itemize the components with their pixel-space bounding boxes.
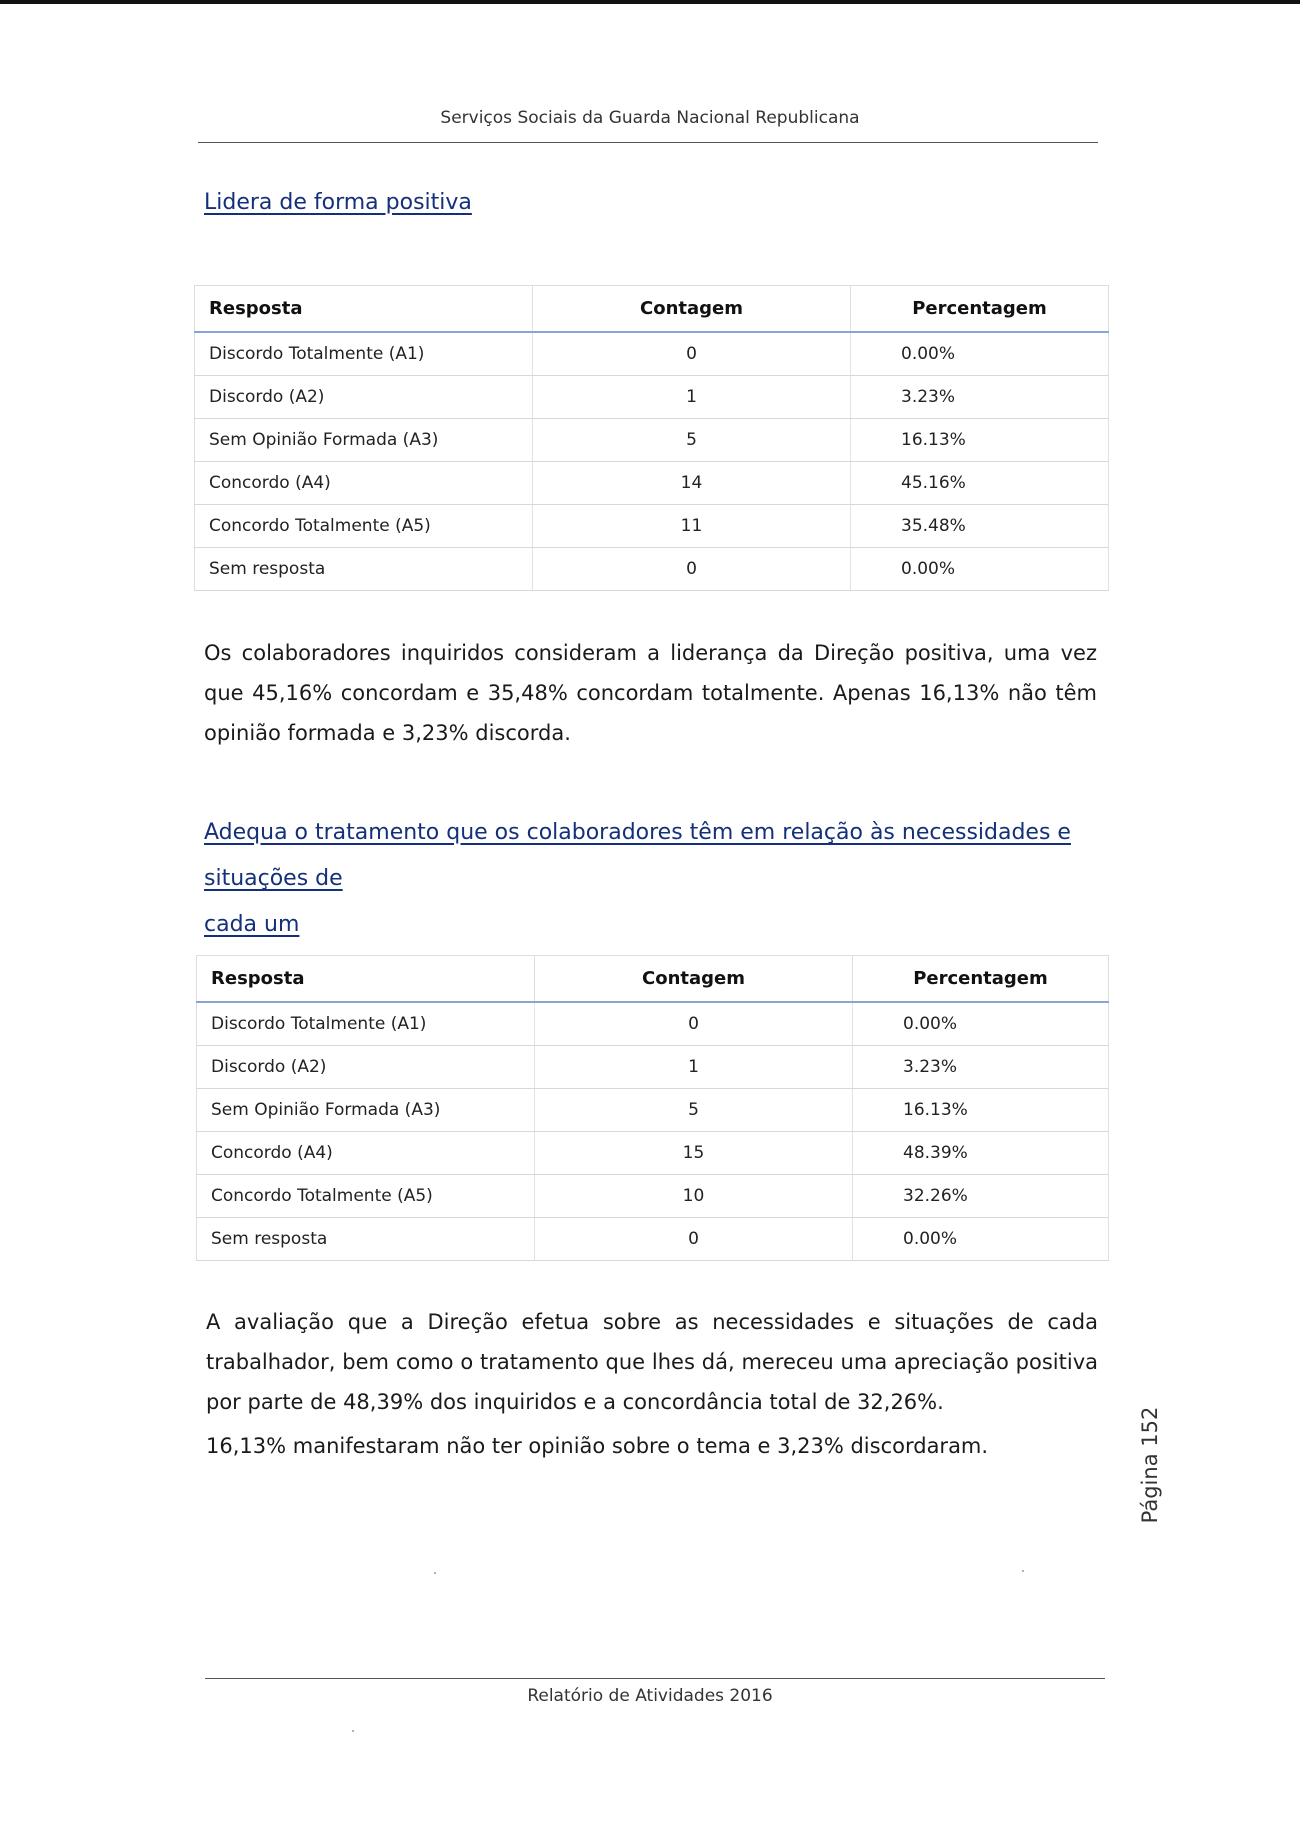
- count-cell: 5: [533, 419, 851, 462]
- count-cell: 0: [533, 332, 851, 376]
- header-percentagem: Percentagem: [851, 286, 1109, 333]
- count-cell: 5: [535, 1089, 853, 1132]
- answer-cell: Concordo (A4): [195, 462, 533, 505]
- scan-speck: [434, 1572, 436, 1574]
- table-row: [195, 462, 1109, 505]
- section-title-leadership: Lidera de forma positiva: [204, 190, 472, 215]
- page-top-border: [0, 0, 1300, 4]
- count-cell: 14: [533, 462, 851, 505]
- percentage-cell: 45.16%: [851, 462, 1109, 505]
- table-row: [195, 505, 1109, 548]
- percentage-cell: 0.00%: [851, 332, 1109, 376]
- paragraph-treatment-neutral: 16,13% manifestaram não ter opinião sobre o tema e 3,23% discordaram.: [206, 1434, 989, 1458]
- table-row: [197, 1175, 1109, 1218]
- percentage-cell: 0.00%: [853, 1002, 1109, 1046]
- table-row: [197, 1132, 1109, 1175]
- page-header: Serviços Sociais da Guarda Nacional Republicana: [440, 108, 860, 128]
- answer-cell: Discordo (A2): [197, 1046, 535, 1089]
- section-title-treatment: [204, 810, 1104, 948]
- percentage-cell: 35.48%: [851, 505, 1109, 548]
- footer-rule: [205, 1678, 1105, 1679]
- count-cell: 15: [535, 1132, 853, 1175]
- count-cell: 0: [533, 548, 851, 591]
- percentage-cell: 16.13%: [853, 1089, 1109, 1132]
- count-cell: 1: [533, 376, 851, 419]
- section-title-line: cada um: [204, 912, 300, 937]
- header-resposta: Resposta: [195, 286, 533, 333]
- scan-speck: [1022, 1570, 1024, 1572]
- header-resposta: Resposta: [197, 956, 535, 1003]
- header-rule: [198, 142, 1098, 143]
- answer-cell: Concordo (A4): [197, 1132, 535, 1175]
- count-cell: 1: [535, 1046, 853, 1089]
- header-contagem: Contagem: [533, 286, 851, 333]
- answer-cell: Discordo Totalmente (A1): [197, 1002, 535, 1046]
- paragraph-leadership-summary: Os colaboradores inquiridos consideram a liderança da Direção positiva, uma vez que 45,16% concordam e 35,48% concordam totalmente. Apenas 16,13% não têm opinião formada e 3,23% discorda.: [204, 641, 1097, 745]
- header-percentagem: Percentagem: [853, 956, 1109, 1003]
- section-title-line: Adequa o tratamento que os colaboradores têm em relação às necessidades e situações de: [204, 820, 1071, 891]
- table-row: [197, 1002, 1109, 1046]
- paragraph-treatment-summary: A avaliação que a Direção efetua sobre as necessidades e situações de cada trabalhador, bem como o tratamento que lhes dá, mereceu uma apreciação positiva por parte de 48,39% dos inquiridos e a concordância total de 32,26%.: [206, 1310, 1098, 1414]
- percentage-cell: 48.39%: [853, 1132, 1109, 1175]
- percentage-cell: 3.23%: [851, 376, 1109, 419]
- table-header-row: [195, 286, 1109, 333]
- table-row: [197, 1218, 1109, 1261]
- answer-cell: Concordo Totalmente (A5): [197, 1175, 535, 1218]
- answer-cell: Sem resposta: [195, 548, 533, 591]
- answer-cell: Sem Opinião Formada (A3): [197, 1089, 535, 1132]
- count-cell: 0: [535, 1218, 853, 1261]
- percentage-cell: 16.13%: [851, 419, 1109, 462]
- table-row: [195, 332, 1109, 376]
- answer-cell: Sem resposta: [197, 1218, 535, 1261]
- percentage-cell: 32.26%: [853, 1175, 1109, 1218]
- answer-cell: Discordo Totalmente (A1): [195, 332, 533, 376]
- table-row: [197, 1089, 1109, 1132]
- count-cell: 0: [535, 1002, 853, 1046]
- percentage-cell: 0.00%: [853, 1218, 1109, 1261]
- count-cell: 11: [533, 505, 851, 548]
- percentage-cell: 3.23%: [853, 1046, 1109, 1089]
- scan-speck: [352, 1730, 354, 1732]
- count-cell: 10: [535, 1175, 853, 1218]
- header-contagem: Contagem: [535, 956, 853, 1003]
- answer-cell: Discordo (A2): [195, 376, 533, 419]
- table-header-row: [197, 956, 1109, 1003]
- table-row: [197, 1046, 1109, 1089]
- percentage-cell: 0.00%: [851, 548, 1109, 591]
- page-number: Página 152: [1138, 1406, 1162, 1524]
- results-table-treatment: [196, 955, 1109, 1261]
- table-row: [195, 376, 1109, 419]
- table-row: [195, 548, 1109, 591]
- answer-cell: Sem Opinião Formada (A3): [195, 419, 533, 462]
- results-table-leadership: [194, 285, 1109, 591]
- page-footer: Relatório de Atividades 2016: [527, 1686, 773, 1706]
- answer-cell: Concordo Totalmente (A5): [195, 505, 533, 548]
- table-row: [195, 419, 1109, 462]
